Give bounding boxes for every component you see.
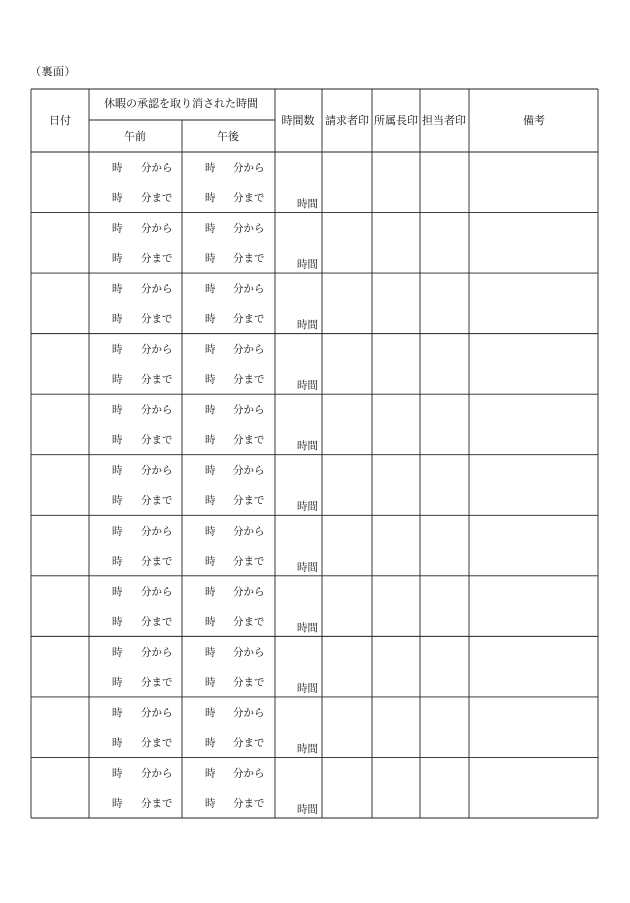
hours-unit-label: 時間 bbox=[297, 198, 318, 210]
pm-end-minute-label: 分まで bbox=[233, 797, 265, 810]
am-end-hour-label: 時 bbox=[112, 373, 123, 386]
pm-start-hour-label: 時 bbox=[205, 767, 216, 780]
pm-end-minute-label: 分まで bbox=[233, 494, 265, 507]
am-start-minute-label: 分から bbox=[141, 222, 173, 235]
am-start-hour-label: 時 bbox=[112, 162, 123, 174]
pm-end-minute-label: 分まで bbox=[233, 373, 265, 386]
am-start-hour-label: 時 bbox=[112, 222, 123, 235]
pm-end-hour-label: 時 bbox=[205, 373, 216, 386]
pm-end-hour-label: 時 bbox=[205, 555, 216, 568]
am-start-minute-label: 分から bbox=[141, 162, 173, 174]
pm-start-minute-label: 分から bbox=[233, 646, 265, 659]
pm-start-hour-label: 時 bbox=[205, 283, 216, 296]
am-end-hour-label: 時 bbox=[112, 494, 123, 507]
hours-unit-label: 時間 bbox=[297, 500, 318, 513]
hours-unit-label: 時間 bbox=[297, 682, 318, 695]
pm-end-minute-label: 分まで bbox=[233, 555, 265, 568]
pm-start-hour-label: 時 bbox=[205, 343, 216, 356]
hours-unit-label: 時間 bbox=[297, 440, 318, 453]
am-end-hour-label: 時 bbox=[112, 736, 123, 749]
pm-start-hour-label: 時 bbox=[205, 706, 216, 719]
am-start-hour-label: 時 bbox=[112, 767, 123, 780]
am-end-minute-label: 分まで bbox=[141, 797, 173, 810]
am-start-minute-label: 分から bbox=[141, 767, 173, 780]
am-end-minute-label: 分まで bbox=[141, 676, 173, 689]
hours-unit-label: 時間 bbox=[297, 803, 318, 816]
pm-start-hour-label: 時 bbox=[205, 222, 216, 235]
am-start-minute-label: 分から bbox=[141, 706, 173, 719]
pm-start-minute-label: 分から bbox=[233, 706, 265, 719]
header-hours: 時間数 bbox=[281, 114, 315, 127]
am-start-hour-label: 時 bbox=[112, 464, 123, 477]
header-am: 午前 bbox=[124, 130, 146, 143]
header-dept-head-seal: 所属長印 bbox=[374, 114, 418, 127]
hours-unit-label: 時間 bbox=[297, 319, 318, 332]
header-date: 日付 bbox=[49, 114, 71, 127]
am-end-minute-label: 分まで bbox=[141, 252, 173, 265]
pm-start-minute-label: 分から bbox=[233, 767, 265, 780]
pm-start-minute-label: 分から bbox=[233, 343, 265, 356]
pm-start-minute-label: 分から bbox=[233, 525, 265, 538]
am-end-hour-label: 時 bbox=[112, 434, 123, 447]
am-start-minute-label: 分から bbox=[141, 464, 173, 477]
pm-end-hour-label: 時 bbox=[205, 494, 216, 507]
header-remarks: 備考 bbox=[523, 114, 545, 127]
header-pm: 午後 bbox=[217, 130, 239, 143]
pm-end-hour-label: 時 bbox=[205, 313, 216, 326]
pm-end-hour-label: 時 bbox=[205, 434, 216, 447]
am-start-hour-label: 時 bbox=[112, 343, 123, 356]
pm-end-hour-label: 時 bbox=[205, 615, 216, 628]
am-start-hour-label: 時 bbox=[112, 525, 123, 538]
am-start-hour-label: 時 bbox=[112, 404, 123, 417]
pm-end-minute-label: 分まで bbox=[233, 736, 265, 749]
pm-start-minute-label: 分から bbox=[233, 222, 265, 235]
hours-unit-label: 時間 bbox=[297, 561, 318, 574]
pm-end-minute-label: 分まで bbox=[233, 434, 265, 447]
table-body bbox=[112, 161, 318, 815]
am-end-hour-label: 時 bbox=[112, 192, 123, 204]
pm-start-minute-label: 分から bbox=[233, 585, 265, 598]
am-end-minute-label: 分まで bbox=[141, 373, 173, 386]
am-end-minute-label: 分まで bbox=[141, 434, 173, 447]
pm-end-minute-label: 分まで bbox=[233, 676, 265, 689]
hours-unit-label: 時間 bbox=[297, 742, 318, 755]
pm-end-minute-label: 分まで bbox=[233, 192, 265, 204]
am-end-hour-label: 時 bbox=[112, 252, 123, 265]
pm-end-minute-label: 分まで bbox=[233, 313, 265, 326]
am-end-minute-label: 分まで bbox=[141, 736, 173, 749]
am-end-minute-label: 分まで bbox=[141, 615, 173, 628]
hours-unit-label: 時間 bbox=[297, 379, 318, 392]
am-end-minute-label: 分まで bbox=[141, 192, 173, 204]
am-end-hour-label: 時 bbox=[112, 555, 123, 568]
header-staff-seal: 担当者印 bbox=[422, 114, 466, 127]
am-end-minute-label: 分まで bbox=[141, 313, 173, 326]
pm-start-hour-label: 時 bbox=[205, 162, 216, 174]
pm-end-hour-label: 時 bbox=[205, 252, 216, 265]
pm-start-hour-label: 時 bbox=[205, 646, 216, 659]
pm-end-hour-label: 時 bbox=[205, 797, 216, 810]
pm-start-minute-label: 分から bbox=[233, 404, 265, 417]
pm-start-hour-label: 時 bbox=[205, 464, 216, 477]
am-start-hour-label: 時 bbox=[112, 646, 123, 659]
hours-unit-label: 時間 bbox=[297, 621, 318, 634]
pm-start-hour-label: 時 bbox=[205, 404, 216, 417]
page-label: （裏面） bbox=[30, 65, 76, 78]
pm-start-minute-label: 分から bbox=[233, 464, 265, 477]
pm-end-hour-label: 時 bbox=[205, 676, 216, 689]
header-cancelled-title: 休暇の承認を取り消された時間 bbox=[104, 97, 258, 110]
pm-start-hour-label: 時 bbox=[205, 585, 216, 598]
pm-start-minute-label: 分から bbox=[233, 162, 265, 174]
am-start-minute-label: 分から bbox=[141, 585, 173, 598]
am-end-minute-label: 分まで bbox=[141, 555, 173, 568]
pm-start-hour-label: 時 bbox=[205, 525, 216, 538]
am-end-hour-label: 時 bbox=[112, 797, 123, 810]
am-start-minute-label: 分から bbox=[141, 283, 173, 296]
am-start-hour-label: 時 bbox=[112, 706, 123, 719]
am-start-minute-label: 分から bbox=[141, 404, 173, 417]
am-start-hour-label: 時 bbox=[112, 585, 123, 598]
pm-end-hour-label: 時 bbox=[205, 736, 216, 749]
pm-start-minute-label: 分から bbox=[233, 283, 265, 296]
pm-end-minute-label: 分まで bbox=[233, 615, 265, 628]
am-end-minute-label: 分まで bbox=[141, 494, 173, 507]
am-start-minute-label: 分から bbox=[141, 525, 173, 538]
header-requester-seal: 請求者印 bbox=[325, 114, 369, 127]
am-start-hour-label: 時 bbox=[112, 283, 123, 296]
am-start-minute-label: 分から bbox=[141, 343, 173, 356]
hours-unit-label: 時間 bbox=[297, 258, 318, 271]
am-start-minute-label: 分から bbox=[141, 646, 173, 659]
pm-end-hour-label: 時 bbox=[205, 192, 216, 204]
am-end-hour-label: 時 bbox=[112, 676, 123, 689]
pm-end-minute-label: 分まで bbox=[233, 252, 265, 265]
am-end-hour-label: 時 bbox=[112, 313, 123, 326]
am-end-hour-label: 時 bbox=[112, 615, 123, 628]
